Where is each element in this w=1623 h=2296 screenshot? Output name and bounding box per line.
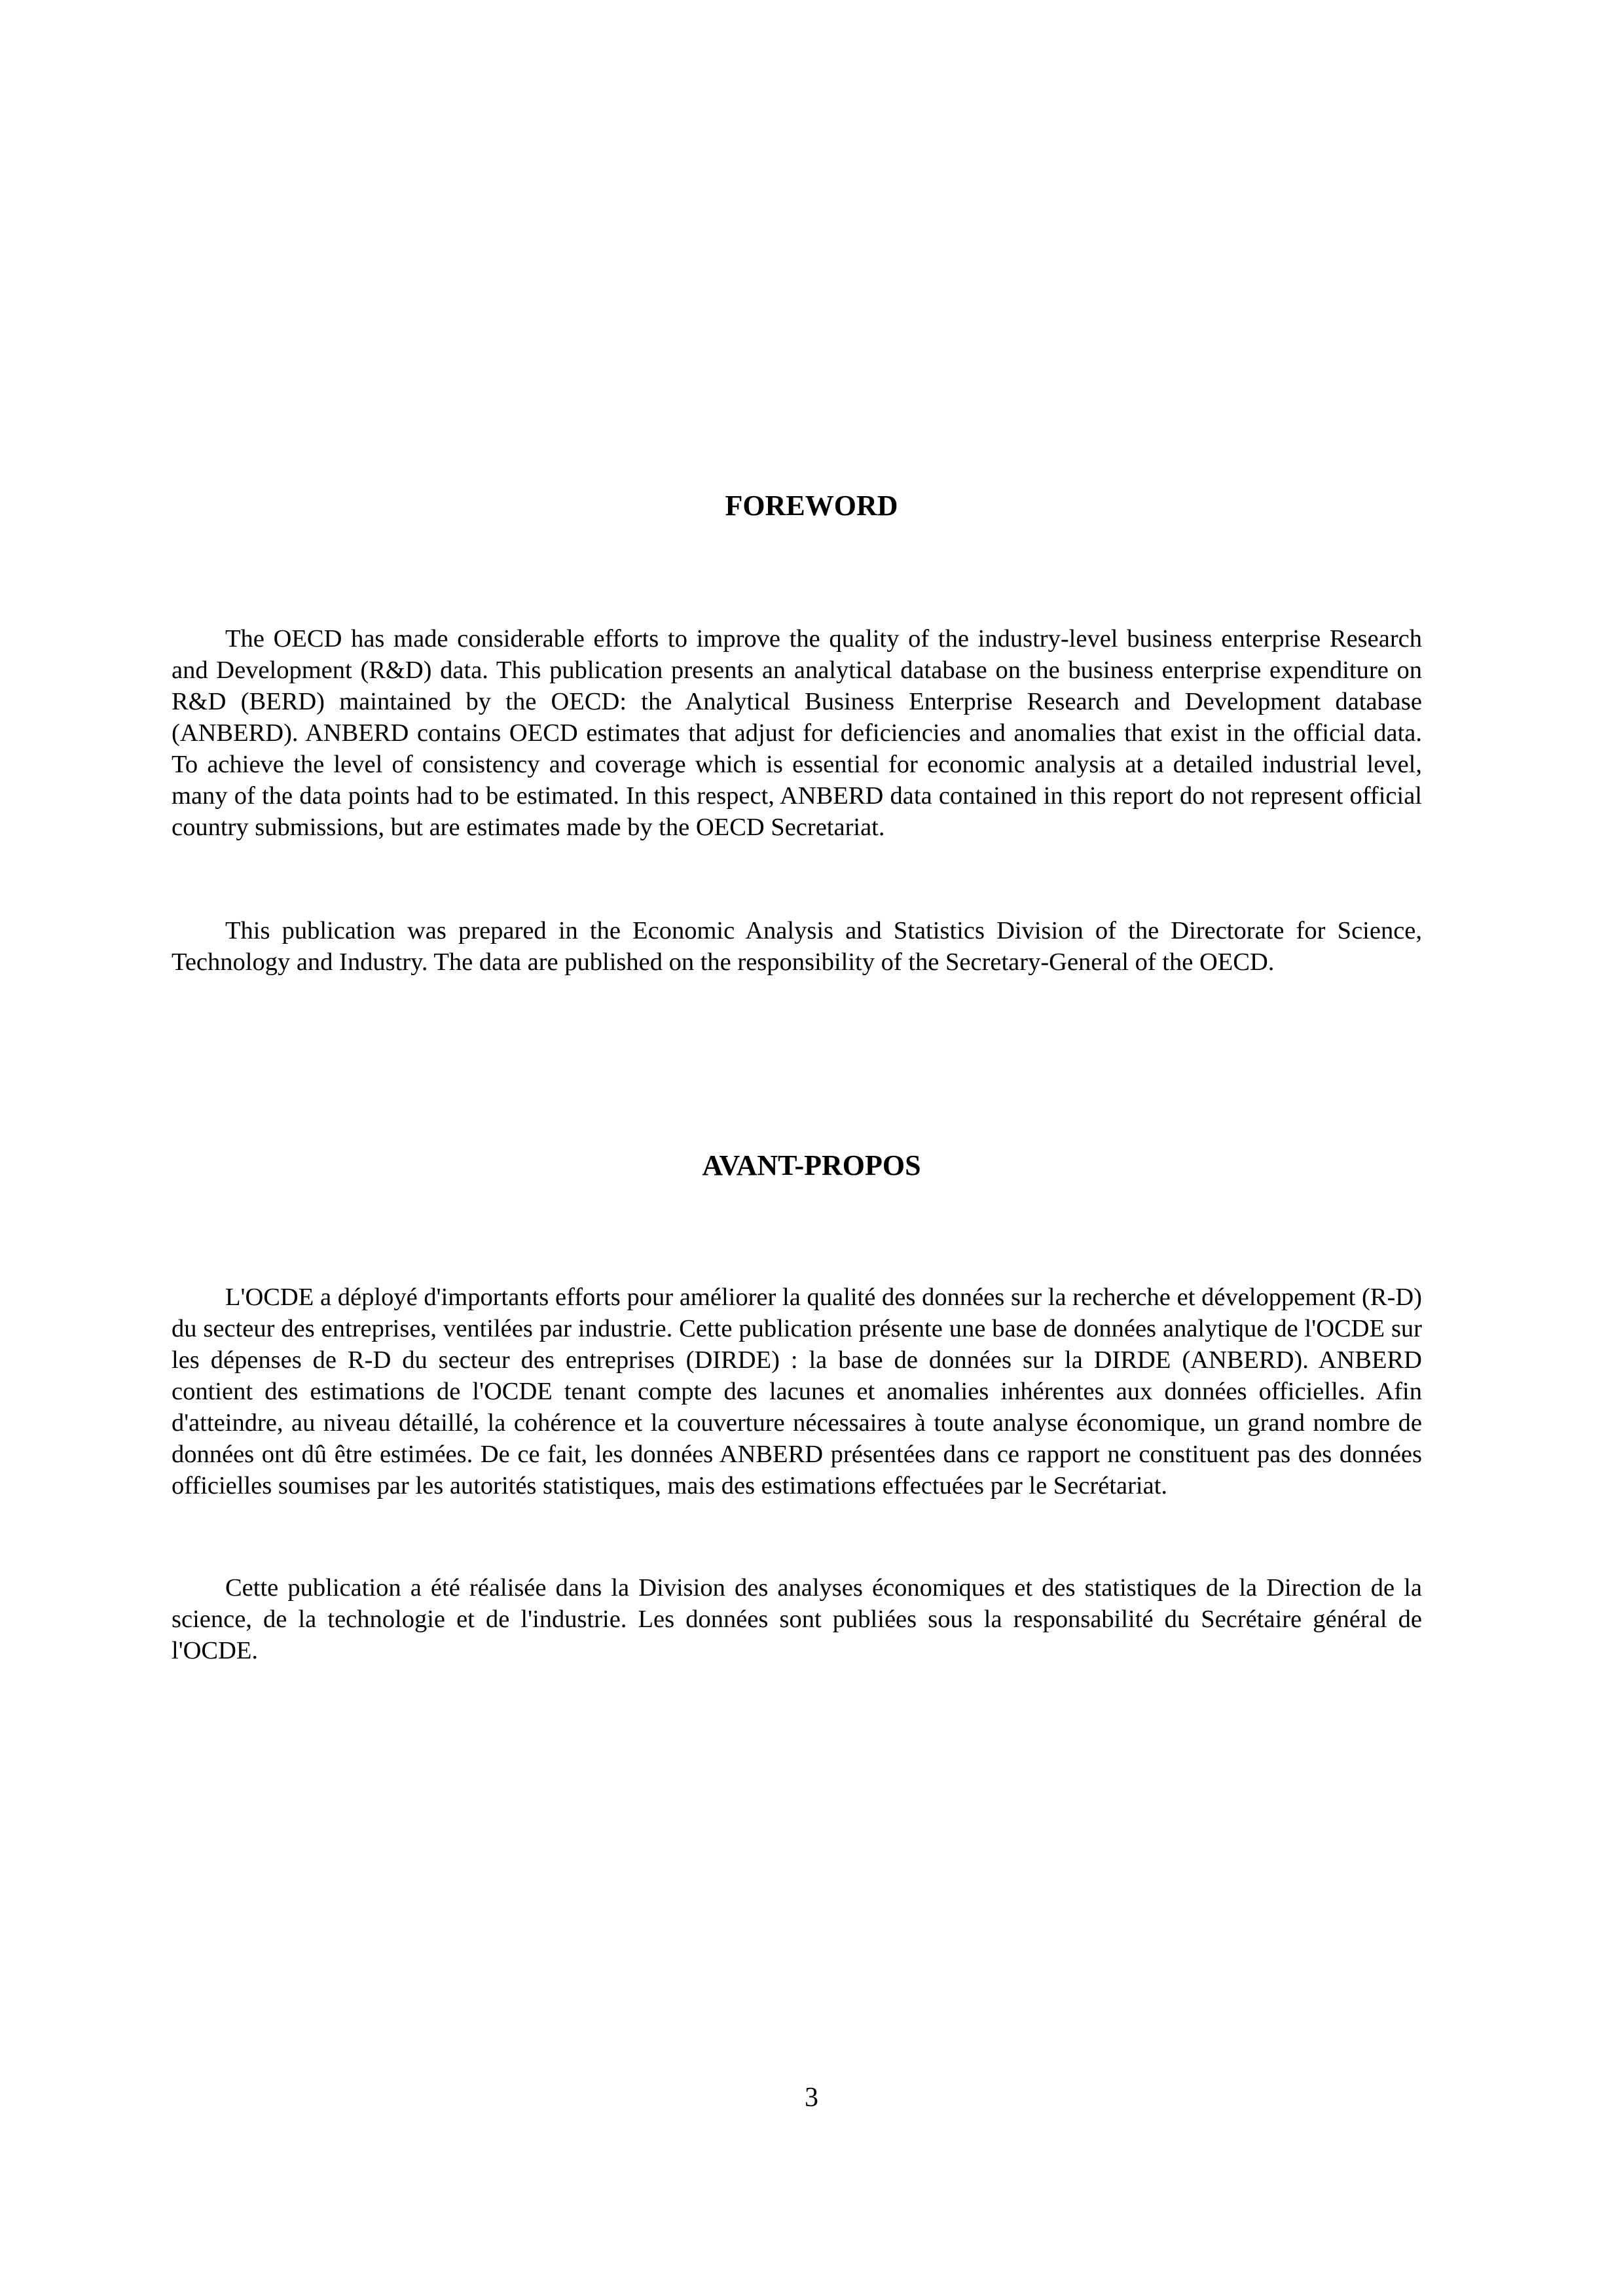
foreword-title: FOREWORD	[725, 490, 898, 522]
page-number: 3	[805, 2083, 818, 2113]
foreword-paragraph-2: This publication was prepared in the Economic Analysis and Statistics Division of the Directorate for Science, Technology and Industry. The data are published on the responsibility of the Secretary-General of the OECD.	[172, 917, 1422, 976]
foreword-paragraph-1: The OECD has made considerable efforts to improve the quality of the industry-level business enterprise Research and Development (R&D) data. This publication presents an analytical database on the business enterprise expenditure on R&D (BERD) maintained by the OECD: the Analytical Business Enterprise Research and Development database (ANBERD). ANBERD contains OECD estimates that adjust for deficiencies and anomalies that exist in the official data. To achieve the level of consistency and coverage which is essential for economic analysis at a detailed industrial level, many of the data points had to be estimated. In this respect, ANBERD data contained in this report do not represent official country submissions, but are estimates made by the OECD Secretariat.	[172, 625, 1422, 841]
avant-propos-paragraph-1: L'OCDE a déployé d'importants efforts pour améliorer la qualité des données sur la recherche et développement (R-D) du secteur des entreprises, ventilées par industrie. Cette publication présente une base de données analytique de l'OCDE sur les dépenses de R-D du secteur des entreprises (DIRDE) : la base de données sur la DIRDE (ANBERD). ANBERD contient des estimations de l'OCDE tenant compte des lacunes et anomalies inhérentes aux données officielles. Afin d'atteindre, au niveau détaillé, la cohérence et la couverture nécessaires à toute analyse économique, un grand nombre de données ont dû être estimées. De ce fait, les données ANBERD présentées dans ce rapport ne constituent pas des données officielles soumises par les autorités statistiques, mais des estimations effectuées par le Secrétariat.	[172, 1283, 1422, 1499]
avant-propos-title: AVANT-PROPOS	[702, 1149, 921, 1181]
avant-propos-paragraph-2: Cette publication a été réalisée dans la Division des analyses économiques et des statistiques de la Direction de la science, de la technologie et de l'industrie. Les données sont publiées sous la responsabilité du Secrétaire général de l'OCDE.	[172, 1574, 1422, 1664]
